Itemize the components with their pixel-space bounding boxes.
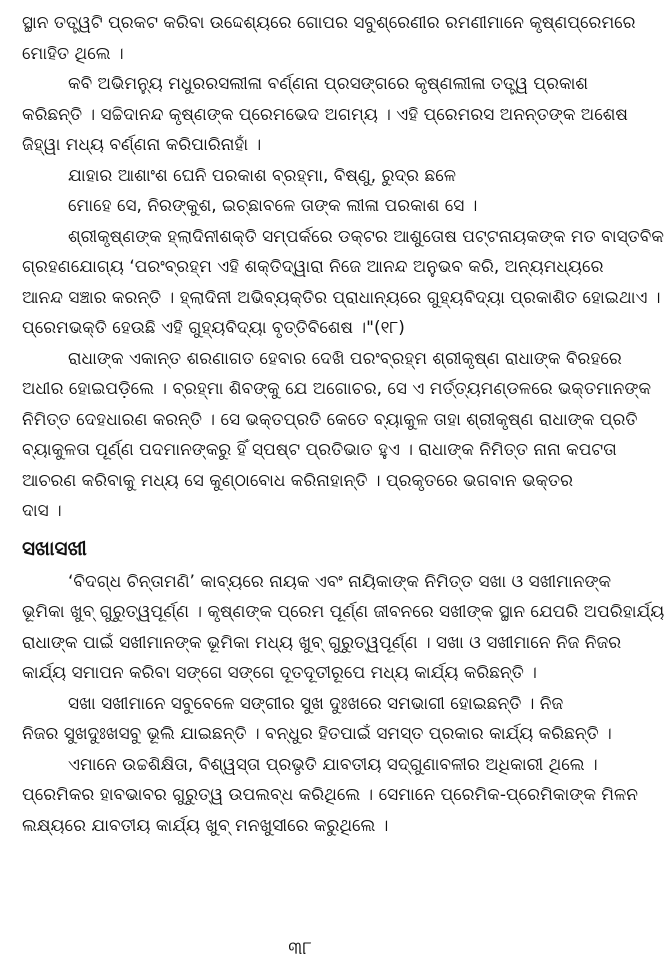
paragraph-4 [22,344,652,527]
text-line: ‘ବିଦଗ୍ଧ ଚିନ୍ତାମଣି’ କାବ୍ୟରେ ନାୟକ ଏବଂ ନାୟିକାଙ୍କ ନିମିତ୍ତ ସଖା ଓ ସଖୀମାନଙ୍କ [68,571,612,592]
paragraph-3 [22,222,664,344]
text-line: ବ୍ୟାକୁଳତା ପୂର୍ଣ୍ଣ ପଦମାନଙ୍କରୁ ହିଁ ସ୍ପଷ୍ଟ ପ୍ରତିଭାତ ହୁଏ । ରାଧାଙ୍କ ନିମିତ୍ତ ନାନା କପଟତା [22,440,617,460]
paragraph-6 [22,689,612,750]
paragraph-5 [22,567,664,689]
verse-line: ମୋହେ ସେ, ନିରଙ୍କୁଶ, ଇଚ୍ଛାବଳେ ତାଙ୍କ ଲୀଳା ପରକାଶ ସେ । [68,196,478,216]
text-line: କରିଛନ୍ତି । ସଚ୍ଚିଦାନନ୍ଦ କୃଷ୍ଣଙ୍କ ପ୍ରେମଭେଦ ଅଗମ୍ୟ । ଏହି ପ୍ରେମରସ ଅନନ୍ତଙ୍କ ଅଶେଷ [22,104,628,125]
text-line: ସ୍ଥାନ ତତ୍ତ୍ୱଟି ପ୍ରକଟ କରିବା ଉଦ୍ଦେଶ୍ୟରେ ଗୋପର ସବୁଶ୍ରେଣୀର ରମଣୀମାନେ କୃଷ୍ଣପ୍ରେମରେ [22,13,636,33]
text-line: ଅଧୀର ହୋଇପଡ଼ିଲେ । ବ୍ରହ୍ମା ଶିବଙ୍କୁ ଯେ ଅଗୋଚର, ସେ ଏ ମର୍ତ୍ତ୍ୟମଣ୍ଡଳରେ ଭକ୍ତମାନଙ୍କ [22,379,652,399]
page-number: ୩୮ [288,938,312,959]
text-line: ଆନନ୍ଦ ସଞ୍ଚାର କରନ୍ତି । ହ୍ଲାଦିନୀ ଅଭିବ୍ୟକ୍ତିର ପ୍ରାଧାନ୍ୟରେ ଗୁହ୍ୟବିଦ୍ୟା ପ୍ରକାଶିତ ହୋଇଥାଏ । [22,287,661,308]
text-line: ଦାସ । [22,501,62,521]
text-line: ରାଧାଙ୍କ ଏକାନ୍ତ ଶରଣାଗତ ହେବାର ଦେଖି ପରଂବ୍ରହ୍ମ ଶ୍ରୀକୃଷ୍ଣ ରାଧାଙ୍କ ବିରହରେ [68,348,622,369]
text-line: ଗ୍ରହଣଯୋଗ୍ୟ ‘ପରଂବ୍ରହ୍ମ ଏହି ଶକ୍ତିଦ୍ୱାରା ନିଜେ ଆନନ୍ଦ ଅନୁଭବ କରି, ଅନ୍ୟମଧ୍ୟରେ [22,257,604,277]
text-line: ଆଚରଣ କରିବାକୁ ମଧ୍ୟ ସେ କୁଣ୍ଠାବୋଧ କରିନାହାନ୍ତି । ପ୍ରକୃତରେ ଭଗବାନ ଭକ୍ତର [22,470,574,491]
text-line: ଏମାନେ ଉଚ୍ଚଶିକ୍ଷିତା, ବିଶ୍ୱସ୍ତା ପ୍ରଭୃତି ଯାବତୀୟ ସଦ୍‌ଗୁଣାବଳୀର ଅଧିକାରୀ ଥିଲେ । [68,754,598,775]
section-heading: ସଖାସଖୀ [22,535,87,560]
text-line: ରାଧାଙ୍କ ପାଇଁ ସଖୀମାନଙ୍କ ଭୂମିକା ମଧ୍ୟ ଖୁବ୍ ଗୁରୁତ୍ୱପୂର୍ଣ୍ଣ । ସଖା ଓ ସଖୀମାନେ ନିଜ ନିଜର [22,632,622,653]
text-line: କବି ଅଭିମନ୍ୟୁ ମଧୁରରସଲୀଳା ବର୍ଣ୍ଣନା ପ୍ରସଙ୍ଗରେ କୃଷ୍ଣଲୀଳା ତତ୍ତ୍ୱ ପ୍ରକାଶ [68,74,589,94]
text-line: ଭୂମିକା ଖୁବ୍ ଗୁରୁତ୍ୱପୂର୍ଣ୍ଣ । କୃଷ୍ଣଙ୍କ ପ୍ରେମ ପୂର୍ଣ୍ଣ ଜୀବନରେ ସଖୀଙ୍କ ସ୍ଥାନ ଯେପରି ଅପରିହାର୍ଯ୍ୟ [22,602,664,622]
text-line: ଜିହ୍ୱା ମଧ୍ୟ ବର୍ଣ୍ଣନା କରିପାରିନାହାଁ । [22,135,262,155]
text-line: ମୋହିତ ଥିଲେ । [22,43,124,64]
paragraph-7 [22,750,638,842]
text-line: ପ୍ରେମଭକ୍ତି ହେଉଛି ଏହି ଗୁହ୍ୟବିଦ୍ୟା ବୃତ୍ତିବିଶେଷ ।"(୧୮) [22,318,405,338]
text-line: ନିଜର ସୁଖଦୁଃଖସବୁ ଭୂଲି ଯାଇଛନ୍ତି । ବନ୍ଧୁର ହିତପାଇଁ ସମସ୍ତ ପ୍ରକାର କାର୍ଯ୍ୟ କରିଛନ୍ତି । [22,724,612,744]
text-line: ପ୍ରେମିକର ହାବଭାବର ଗୁରୁତ୍ୱ ଉପଲବ୍ଧ କରିଥିଲେ । ସେମାନେ ପ୍ରେମିକ-ପ୍ରେମିକାଙ୍କ ମିଳନ [22,785,638,805]
verse-quote [22,161,584,222]
text-line: ଲକ୍ଷ୍ୟରେ ଯାବତୀୟ କାର୍ଯ୍ୟ ଖୁବ୍ ମନଖୁସୀରେ କରୁଥିଲେ । [22,815,389,836]
verse-line: ଯାହାର ଆଶାଂଶ ଘେନି ପରକାଶ ବ୍ରହ୍ମା, ବିଷ୍ଣୁ, ରୁଦ୍ର ଛଳେ [68,165,457,186]
paragraph-1 [22,8,636,69]
text-line: କାର୍ଯ୍ୟ ସମାପନ କରିବା ସଙ୍ଗେ ସଙ୍ଗେ ଦୂତଦୂତୀରୂପେ ମଧ୍ୟ କାର୍ଯ୍ୟ କରିଛନ୍ତି । [22,663,537,683]
text-line: ଶ୍ରୀକୃଷ୍ଣଙ୍କ ହ୍ଲାଦିନୀଶକ୍ତି ସମ୍ପର୍କରେ ଡକ୍ଟର ଆଶୁତୋଷ ପଟ୍ଟନାୟକଙ୍କ ମତ ବାସ୍ତବିକ [68,226,664,247]
paragraph-2 [22,69,628,161]
text-line: ନିମିତ୍ତ ଦେହଧାରଣ କରନ୍ତି । ସେ ଭକ୍ତପ୍ରତି କେତେ ବ୍ୟାକୁଳ ତାହା ଶ୍ରୀକୃଷ୍ଣ ରାଧାଙ୍କ ପ୍ରତି [22,409,638,430]
document-page [22,8,664,841]
text-line: ସଖା ସଖୀମାନେ ସବୁବେଳେ ସଙ୍ଗୀର ସୁଖ ଦୁଃଖରେ ସମଭାଗୀ ହୋଇଛନ୍ତି । ନିଜ [68,693,564,714]
